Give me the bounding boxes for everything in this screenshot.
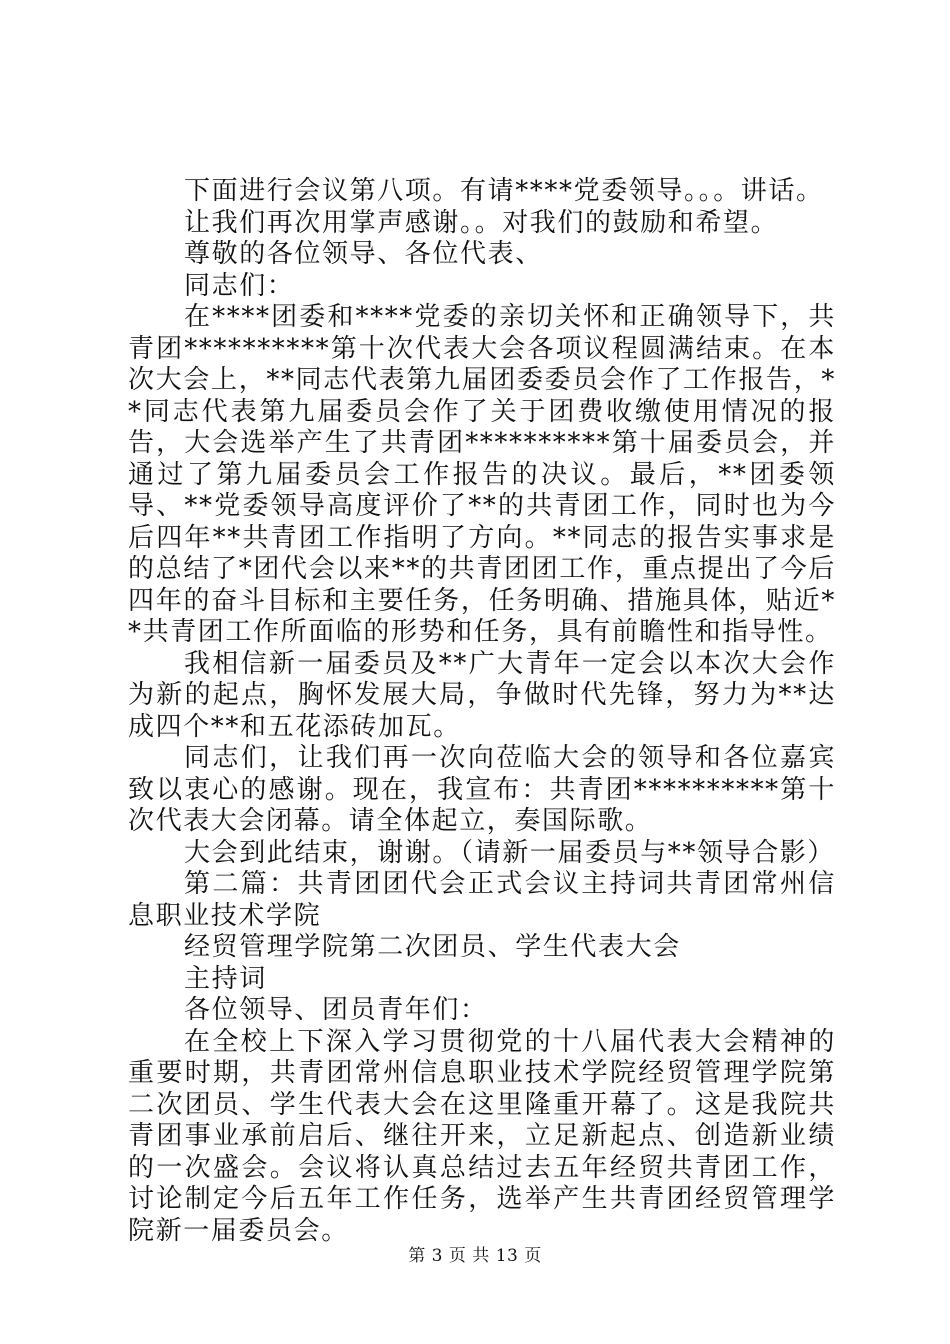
- document-body: [128, 176, 836, 1247]
- section-heading: 第二篇：共青团团代会正式会议主持词共青团常州信息职业技术学院: [128, 869, 836, 931]
- paragraph: 在****团委和****党委的亲切关怀和正确领导下，共青团**********第十次代表大会各项议程圆满结束。在本次大会上，**同志代表第九届团委委员会作了工作报告，**同志代表第九届委员会作了关于团费收缴使用情况的报告，大会选举产生了共青团**********第十届委员会，并通过了第九届委员会工作报告的决议。最后，**团委领导、**党委领导高度评价了**的共青团工作，同时也为今后四年**共青团工作指明了方向。**同志的报告实事求是的总结了*团代会以来**的共青团团工作，重点提出了今后四年的奋斗目标和主要任务，任务明确、措施具体，贴近**共青团工作所面临的形势和任务，具有前瞻性和指导性。: [128, 302, 836, 647]
- paragraph: 同志们：: [184, 270, 295, 301]
- paragraph: 我相信新一届委员及**广大青年一定会以本次大会作为新的起点，胸怀发展大局，争做时代先锋，努力为**达成四个**和五花添砖加瓦。: [128, 648, 836, 742]
- paragraph: 在全校上下深入学习贯彻党的十八届代表大会精神的重要时期，共青团常州信息职业技术学院经贸管理学院第二次团员、学生代表大会在这里隆重开幕了。这是我院共青团事业承前启后、继往开来，立足新起点、创造新业绩的一次盛会。会议将认真总结过去五年经贸共青团工作，讨论制定今后五年工作任务，选举产生共青团经贸管理学院新一届委员会。: [128, 1026, 836, 1246]
- paragraph: 让我们再次用掌声感谢。。对我们的鼓励和希望。: [184, 207, 779, 238]
- paragraph: 同志们，让我们再一次向莅临大会的领导和各位嘉宾致以衷心的感谢。现在，我宣布：共青团**********第十次代表大会闭幕。请全体起立，奏国际歌。: [128, 743, 836, 836]
- paragraph: 大会到此结束，谢谢。（请新一届委员与**领导合影）: [184, 837, 836, 868]
- paragraph: 经贸管理学院第二次团员、学生代表大会: [184, 932, 681, 962]
- paragraph: 各位领导、团员青年们：: [184, 995, 488, 1025]
- page-number-footer: 第 3 页 共 13 页: [408, 1246, 542, 1266]
- paragraph: 尊敬的各位领导、各位代表、: [184, 239, 543, 269]
- paragraph: 下面进行会议第八项。有请****党委领导。。。讲话。: [184, 176, 824, 206]
- paragraph: 主持词: [184, 963, 267, 994]
